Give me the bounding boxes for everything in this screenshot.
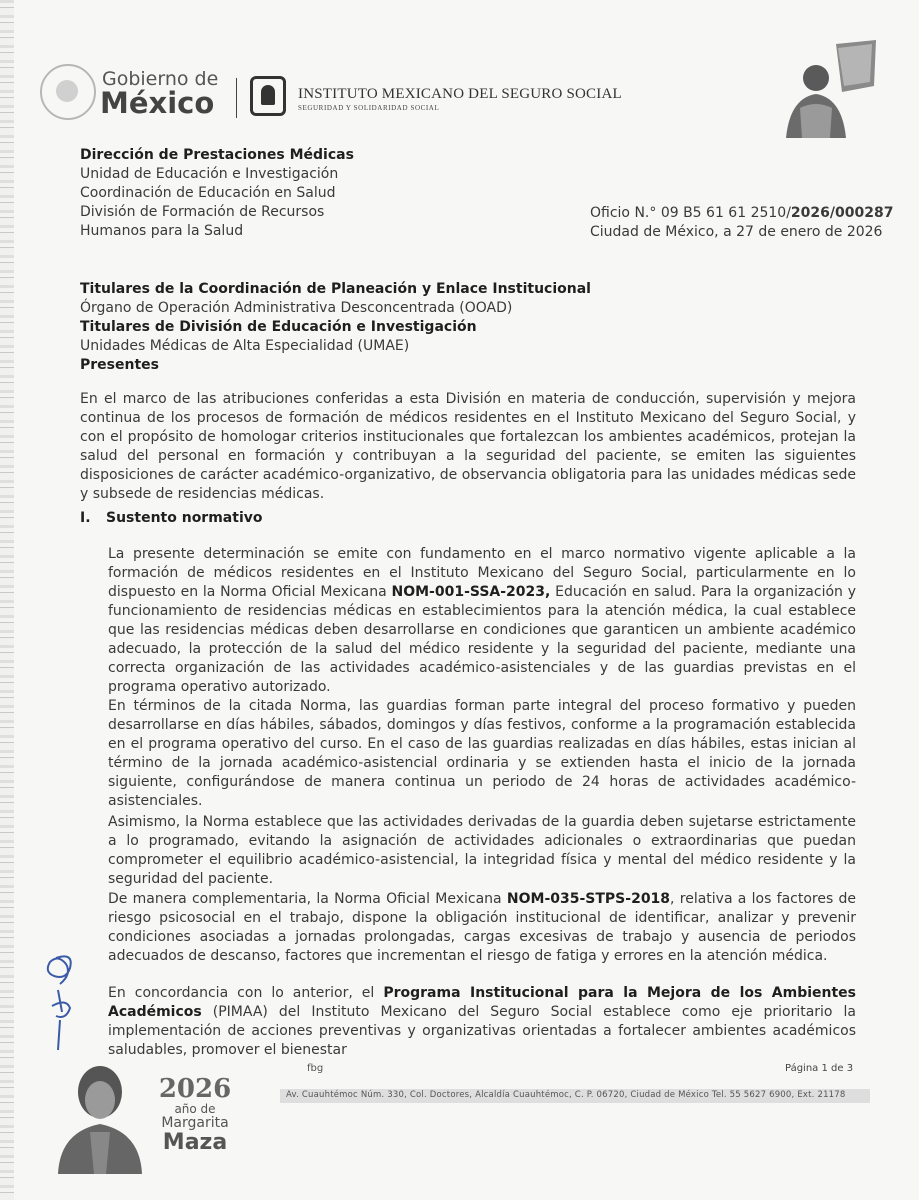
typist-initials: fbg [307,1063,324,1074]
imss-name: INSTITUTO MEXICANO DEL SEGURO SOCIAL [298,86,622,102]
oficio-prefix: Oficio N.° 09 B5 61 61 2510/ [590,205,791,221]
addressee-1: Titulares de la Coordinación de Planeación y Enlace Institucional [80,281,591,297]
year-2026-badge [150,1075,240,1155]
sender-direction: Dirección de Prestaciones Médicas [80,147,354,163]
year-name-first: Margarita [161,1115,229,1131]
paragraph-5 [108,984,856,1060]
presentes: Presentes [80,357,159,373]
p5-text-a: En concordancia con lo anterior, el [108,985,384,1001]
addressee-2: Titulares de División de Educación e Investigación [80,319,477,335]
addressees-block [80,280,591,375]
paragraph-4 [108,890,856,966]
oficio-number: 2026/000287 [790,205,894,221]
heroine-portrait-icon [776,38,880,140]
addressee-1-org: Órgano de Operación Administrativa Desconcentrada (OOAD) [80,300,513,316]
section-title: Sustento normativo [106,510,263,526]
sender-unit: Unidad de Educación e Investigación [80,166,339,182]
sender-block [80,146,354,241]
coat-of-arms-icon [40,64,96,120]
year-sub: año de [174,1102,216,1116]
paragraph-1 [108,545,856,697]
gobierno-logo [40,64,240,128]
intro-paragraph: En el marco de las atribuciones conferidas a esta División en materia de conducción, supervisión y mejora continua de los procesos de formación de médicos residentes en el Instituto Mexicano del Seguro Social, y con el propósito de homologar criterios institucionales que fortalezcan los ambientes académicos, protejan la salud del personal en formación y contribuyan a la seguridad del paciente, se emiten las siguientes disposiciones de carácter académico-organizativo, de observancia obligatoria para las unidades médicas sede y subsede de residencias médicas. [80,391,856,502]
document-date: Ciudad de México, a 27 de enero de 2026 [590,224,883,240]
logo-divider [236,78,237,118]
p1-nom-001: NOM-001-SSA-2023, [391,584,551,600]
sender-coordination: Coordinación de Educación en Salud [80,185,336,201]
p4-text-b: , relativa a los factores de riesgo psicosocial en el trabajo, dispone la obligación institucional de identificar, analizar y prevenir condiciones asociadas a jornadas prolongadas, cargas excesivas de trabajo y ausencia de periodos adecuados de descanso, factores que incrementan el riesgo de fatiga y errores en la atención médica. [108,891,857,964]
imss-eagle-icon [250,76,286,116]
paragraph-3: Asimismo, la Norma establece que las actividades derivadas de la guardia deben sujetarse estrictamente a lo programado, evitando la asignación de actividades adicionales o extraordinarias que puedan comprometer el equilibrio académico-asistencial, la integridad física y mental del médico residente y la seguridad del paciente. [108,814,856,887]
p1-text-a: La presente determinación se emite con fundamento en el marco normativo vigente aplicable a la formación de médicos residentes en el Instituto Mexicano del Seguro Social, particularmente en lo dispuesto en la Norma Oficial Mexicana [108,546,856,600]
footer-address: Av. Cuauhtémoc Núm. 330, Col. Doctores, Alcaldía Cuauhtémoc, C. P. 06720, Ciudad de México Tel. 55 5627 6900, Ext. 21178 [286,1090,846,1100]
gobierno-line1: Gobierno de [102,68,219,90]
p5-text-b: (PIMAA) del Instituto Mexicano del Seguro Social establece como eje prioritario la implementación de acciones preventivas y organizativas orientadas a fortalecer ambientes académicos saludables, promover el bienestar [108,1004,856,1058]
sender-division-2: Humanos para la Salud [80,223,244,239]
year-name-last: Maza [162,1130,228,1155]
section-number: I. [80,510,91,526]
p1-text-b: Educación en salud. Para la organización y funcionamiento de residencias médicas en establecimientos para la atención médica, la cual establece que las residencias médicas deben desarrollarse en condiciones que garanticen un ambiente académico adecuado, la protección de la salud del médico residente y la seguridad del paciente, mediante una correcta organización de las actividades académico-asistenciales y de las guardias previstas en el programa operativo autorizado. [108,584,856,695]
addressee-2-org: Unidades Médicas de Alta Especialidad (UMAE) [80,338,410,354]
gobierno-line2: México [100,86,215,120]
margarita-maza-portrait-icon [50,1062,150,1174]
sender-division-1: División de Formación de Recursos [80,204,325,220]
p4-nom-035: NOM-035-STPS-2018 [506,891,671,907]
page-number: Página 1 de 3 [785,1063,854,1074]
section-heading [80,510,262,526]
imss-tagline: SEGURIDAD Y SOLIDARIDAD SOCIAL [298,104,440,112]
p5-pimaa: Programa Institucional para la Mejora de los Ambientes Académicos [108,985,856,1020]
year-number: 2026 [158,1074,232,1104]
reference-block [590,204,893,242]
paragraph-2: En términos de la citada Norma, las guardias forman parte integral del proceso formativo y pueden desarrollarse en días hábiles, sábados, domingos y días festivos, conforme a la programación establecida en el programa operativo del curso. En el caso de las guardias realizadas en días hábiles, estas inician al término de la jornada académico-asistencial ordinaria y se extienden hasta el inicio de la jornada siguiente, configurándose de manera continua un periodo de 24 horas de actividades académico-asistenciales. [108,698,856,809]
scan-edge-artifact [0,0,14,1200]
p4-text-a: De manera complementaria, la Norma Oficial Mexicana [108,891,507,907]
handwritten-initials-icon [36,950,86,1060]
